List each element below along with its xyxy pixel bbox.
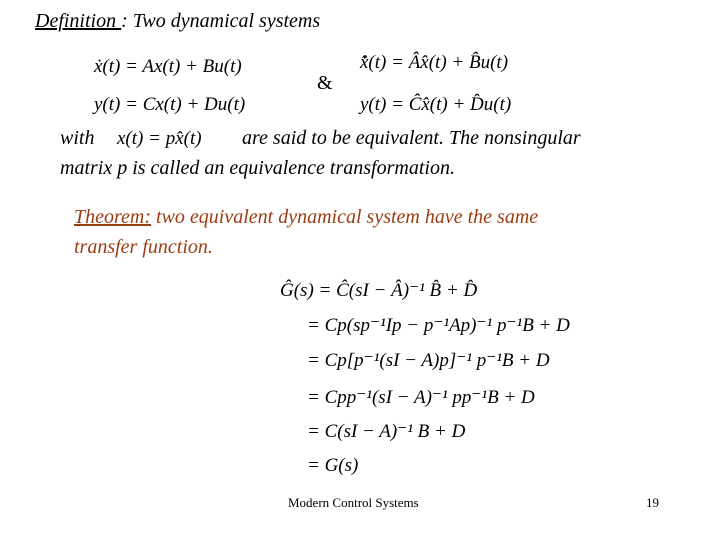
equivalence-transform-text: matrix p is called an equivalence transformation. [60, 157, 455, 179]
derivation-line-2: = Cp(sp⁻¹Ip − p⁻¹Ap)⁻¹ p⁻¹B + D [307, 315, 570, 336]
derivation-line-1: Ĝ(s) = Ĉ(sI − Â)⁻¹ B̂ + D̂ [280, 280, 478, 301]
system2-output-equation: y(t) = Ĉx̂(t) + D̂u(t) [360, 94, 512, 115]
footer-title: Modern Control Systems [288, 495, 419, 510]
theorem-line-1 [74, 206, 538, 229]
transform-equation: x(t) = px̂(t) [117, 128, 202, 149]
definition-intro: : Two dynamical systems [121, 10, 321, 32]
theorem-line-2: transfer function. [74, 236, 213, 258]
equivalence-text: are said to be equivalent. The nonsingular [242, 127, 581, 149]
with-word: with [60, 127, 95, 149]
derivation-line-4: = Cpp⁻¹(sI − A)⁻¹ pp⁻¹B + D [307, 387, 535, 408]
derivation-line-5: = C(sI − A)⁻¹ B + D [307, 421, 466, 442]
system1-state-equation: ẋ(t) = Ax(t) + Bu(t) [94, 56, 242, 77]
theorem-label: Theorem: [74, 206, 152, 228]
system1-output-equation: y(t) = Cx(t) + Du(t) [94, 94, 246, 115]
page-number: 19 [646, 495, 659, 510]
theorem-text-1: two equivalent dynamical system have the same [151, 206, 539, 228]
derivation-line-3: = Cp[p⁻¹(sI − A)p]⁻¹ p⁻¹B + D [307, 350, 550, 371]
system2-state-equation: x̂̇(t) = Âx̂(t) + B̂u(t) [360, 52, 509, 73]
derivation-line-6: = G(s) [307, 455, 359, 476]
ampersand-symbol: & [317, 72, 333, 94]
definition-heading [35, 10, 320, 33]
definition-label: Definition [35, 10, 122, 32]
